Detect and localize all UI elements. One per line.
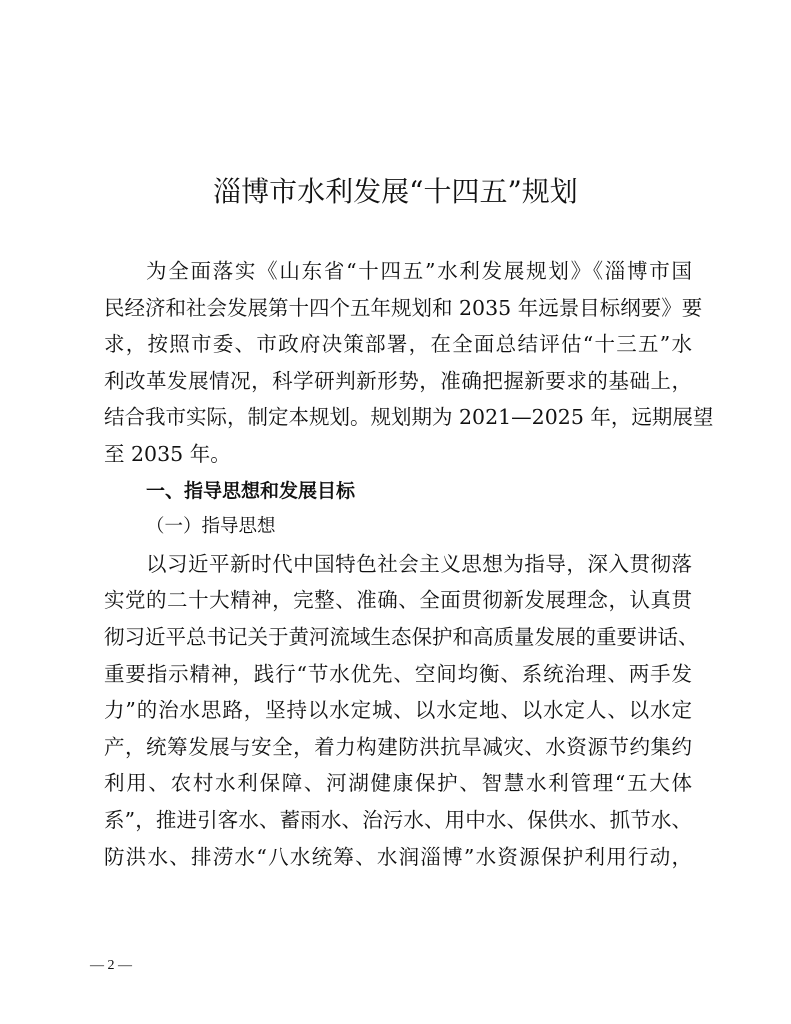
paragraph-line: 力”的治水思路，坚持以水定城、以水定地、以水定人、以水定 <box>104 698 692 723</box>
subsection-heading: （一）指导思想 <box>146 516 276 538</box>
paragraph-line: 重要指示精神，践行“节水优先、空间均衡、系统治理、两手发 <box>104 661 692 686</box>
paragraph-line: 系”，推进引客水、蓄雨水、治污水、用中水、保供水、抓节水、 <box>104 807 692 832</box>
document-title: 淄博市水利发展“十四五”规划 <box>213 175 578 208</box>
paragraph-line: 防洪水、排涝水“八水统筹、水润淄博”水资源保护利用行动， <box>104 844 692 869</box>
paragraph-line: 求，按照市委、市政府决策部署，在全面总结评估“十三五”水 <box>104 332 692 357</box>
paragraph-line: 为全面落实《山东省“十四五”水利发展规划》《淄博市国 <box>146 259 692 283</box>
paragraph-line: 至 2035 年。 <box>104 441 231 466</box>
paragraph-line: 民经济和社会发展第十四个五年规划和 2035 年远景目标纲要》要 <box>104 295 703 320</box>
paragraph-line: 利改革发展情况，科学研判新形势，准确把握新要求的基础上， <box>104 368 692 393</box>
section-heading: 一、指导思想和发展目标 <box>146 479 356 502</box>
page-number: — 2 — <box>90 958 132 973</box>
paragraph-line: 利用、农村水利保障、河湖健康保护、智慧水利管理“五大体 <box>104 771 692 796</box>
document-body <box>104 253 714 875</box>
paragraph-line: 结合我市实际，制定本规划。规划期为 2021—2025 年，远期展望 <box>104 405 714 430</box>
paragraph-line: 彻习近平总书记关于黄河流域生态保护和高质量发展的重要讲话、 <box>104 624 699 649</box>
paragraph-line: 以习近平新时代中国特色社会主义思想为指导，深入贯彻落 <box>146 551 692 576</box>
paragraph-line: 实党的二十大精神，完整、准确、全面贯彻新发展理念，认真贯 <box>104 588 692 613</box>
paragraph-line: 产，统筹发展与安全，着力构建防洪抗旱减灾、水资源节约集约 <box>104 734 692 759</box>
